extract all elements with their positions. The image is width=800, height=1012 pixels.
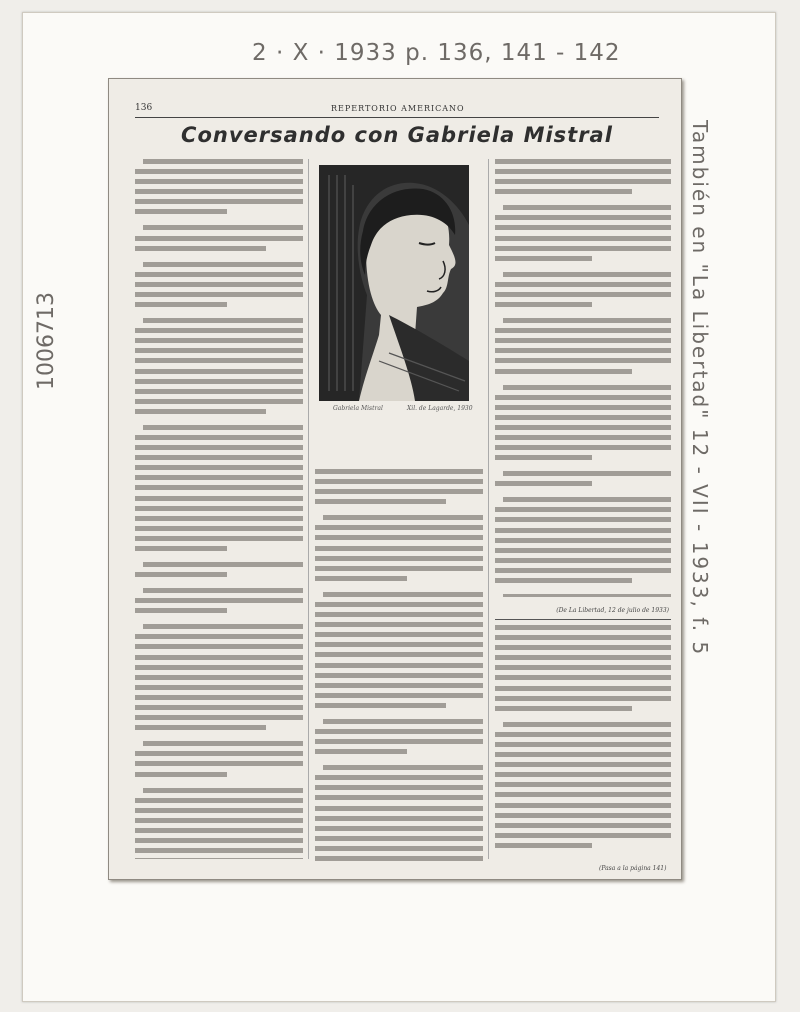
portrait-woodcut <box>319 165 469 401</box>
clipping-header <box>135 101 659 118</box>
handwritten-source-note: También en "La Libertad" 12 - VII - 1933, f. 5 <box>688 120 712 657</box>
newspaper-clipping <box>108 78 682 880</box>
source-separator <box>495 603 671 620</box>
portrait-woodcut-drawing <box>319 165 469 401</box>
page-number: 136 <box>135 103 153 113</box>
article-column-1 <box>135 159 303 859</box>
handwritten-catalog-number: 1006713 <box>34 292 59 390</box>
running-head: REPERTORIO AMERICANO <box>331 104 465 113</box>
portrait-caption-credit: Xil. de Lagarde, 1930 <box>407 405 473 412</box>
portrait-caption-subject: Gabriela Mistral <box>333 405 383 412</box>
article-title: Conversando con Gabriela Mistral <box>181 123 613 147</box>
column-rule <box>308 159 309 859</box>
article-column-3 <box>495 159 671 597</box>
article-column-2 <box>315 469 483 864</box>
source-note: (De La Libertad, 12 de julio de 1933) <box>556 607 669 614</box>
handwritten-date-note: 2 · X · 1933 p. 136, 141 - 142 <box>252 40 621 66</box>
column-rule <box>488 159 489 859</box>
continuation-note: (Pasa a la página 141) <box>599 865 667 872</box>
article-column-3-continued <box>495 625 671 865</box>
